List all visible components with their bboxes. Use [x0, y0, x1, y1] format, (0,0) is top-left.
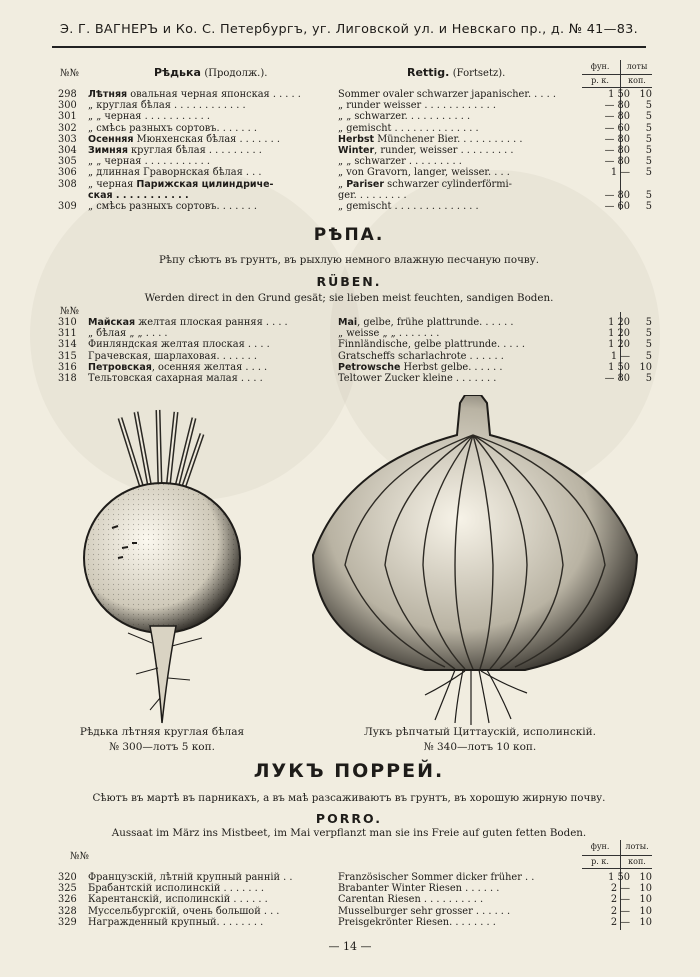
radish-table-row	[58, 145, 650, 156]
lot-price: 10	[639, 894, 652, 906]
item-number: 301	[58, 111, 77, 123]
lot-price: 10	[639, 872, 652, 883]
german-name-text: Sommer ovaler schwarzer japanischer. . . . .	[338, 89, 556, 100]
leek-table-row	[58, 872, 650, 883]
german-name	[338, 134, 522, 145]
price: 1 20	[608, 317, 630, 328]
german-name	[338, 317, 513, 328]
item-number: 328	[58, 905, 77, 917]
russian-name-bold: Зимняя	[88, 145, 128, 156]
lot-price: 5	[645, 317, 652, 328]
german-name-text: „ weisse „ „ . . . . . . .	[338, 328, 440, 340]
price: 1 50	[608, 89, 630, 100]
russian-name	[88, 145, 262, 156]
german-name	[338, 179, 512, 190]
radish-caption-line1: Рѣдька лѣтняя круглая бѣлая	[79, 726, 245, 738]
russian-name	[88, 906, 279, 917]
item-number: 306	[58, 167, 77, 179]
german-name-text: Französischer Sommer dicker früher . .	[338, 872, 535, 883]
item-number: 310	[58, 317, 77, 328]
lot-column-header: лоты.	[625, 842, 649, 851]
german-name-text: , gelbe, frühe plattrunde. . . . . .	[357, 317, 514, 328]
russian-name	[88, 167, 261, 178]
german-name	[338, 872, 534, 883]
lot-price: 5	[645, 189, 652, 201]
russian-name	[88, 373, 263, 384]
german-name	[338, 351, 504, 362]
item-number: 300	[58, 100, 77, 112]
leek-table-row	[58, 894, 650, 905]
onion-caption	[355, 725, 605, 755]
german-name	[338, 100, 496, 111]
item-number: 325	[58, 883, 77, 895]
turnip-title-de: RÜBEN.	[316, 274, 382, 289]
german-name	[338, 145, 514, 156]
radish-table-row	[58, 167, 650, 178]
leek-table-row	[58, 917, 650, 928]
german-name	[338, 906, 510, 917]
item-number: 314	[58, 339, 77, 351]
column-header-rule	[582, 855, 652, 856]
price: 2 —	[610, 894, 630, 906]
lot-price: 5	[645, 122, 652, 134]
lot-column-header: лоты	[626, 62, 648, 71]
lot-price: 5	[645, 111, 652, 123]
russian-name-bold: Майская	[88, 317, 136, 328]
header-rule	[52, 46, 646, 48]
lot-price: 5	[645, 201, 652, 212]
turnip-table-row	[58, 362, 650, 373]
leek-number-label: №№	[70, 851, 89, 862]
russian-name-bold: Петровская	[88, 361, 152, 373]
item-number: 303	[58, 133, 77, 145]
german-name-text: Musselburger sehr grosser . . . . . .	[338, 905, 511, 917]
russian-name-text: Награжденный крупный. . . . . . . .	[88, 916, 264, 928]
german-name-text: „ gemischt . . . . . . . . . . . . . .	[338, 122, 479, 134]
radish-table-row	[58, 190, 650, 201]
russian-name	[88, 190, 189, 201]
russian-name	[88, 339, 270, 350]
column-header-rule	[582, 868, 652, 869]
price: — 80	[604, 373, 630, 384]
russian-name-text: „ черная	[88, 178, 137, 190]
radish-table-row	[58, 111, 650, 122]
leek-table-row	[58, 883, 650, 894]
price-column-subheader: р. к.	[591, 76, 609, 85]
russian-name	[88, 100, 246, 111]
item-number: 316	[58, 361, 77, 373]
german-name	[338, 89, 556, 100]
price: 1 —	[610, 350, 630, 362]
item-number: 309	[58, 201, 77, 212]
radish-caption-line2: № 300—лотъ 5 коп.	[109, 741, 215, 753]
lot-price: 5	[645, 156, 652, 168]
german-name	[338, 373, 496, 384]
price: — 60	[604, 201, 630, 212]
radish-table-row	[58, 134, 650, 145]
german-name	[338, 190, 407, 201]
price: — 80	[604, 111, 630, 123]
turnip-note-ru: Рѣпу сѣютъ въ грунтъ, въ рыхлую немного влажную песчаную почву.	[159, 254, 539, 266]
catalog-header: Э. Г. ВАГНЕРЪ и Ко. С. Петербургъ, уг. Лиговской ул. и Невскаго пр., д. № 41—83.	[60, 22, 638, 37]
russian-name	[88, 883, 264, 894]
russian-name	[88, 351, 257, 362]
lot-price: 5	[645, 133, 652, 145]
lot-price: 10	[639, 361, 652, 373]
lot-price: 10	[639, 89, 652, 100]
german-name-text: „ „ schwarzer . . . . . . . . .	[338, 156, 462, 168]
price: — 60	[604, 122, 630, 134]
german-name	[338, 111, 470, 122]
price: — 80	[604, 156, 630, 168]
russian-name-bold: Осенняя	[88, 133, 134, 145]
german-name	[338, 917, 496, 928]
russian-name	[88, 111, 210, 122]
russian-name	[88, 894, 268, 905]
russian-name-text: Муссельбургскій, очень большой . . .	[88, 905, 280, 917]
german-name-text: Herbst gelbe. . . . . .	[400, 361, 503, 373]
item-number: 298	[58, 89, 77, 100]
russian-name	[88, 362, 267, 373]
column-header-rule	[582, 74, 652, 75]
german-name-bold: Mai	[338, 317, 358, 328]
russian-name	[88, 317, 288, 328]
price-column-header: фун.	[590, 842, 610, 851]
item-number: 308	[58, 178, 77, 190]
german-name-bold: Petrowsche	[338, 361, 401, 373]
russian-name-text: „ смѣсь разныхъ сортовъ. . . . . . .	[88, 201, 258, 212]
radish-illustration	[72, 408, 252, 728]
price: 2 —	[610, 916, 630, 928]
german-name-bold: Winter	[338, 145, 375, 156]
russian-name-bold: ская . . . . . . . . . . .	[88, 189, 189, 201]
item-number: 320	[58, 872, 77, 883]
german-name	[338, 339, 525, 350]
price: 2 —	[610, 883, 630, 895]
german-name-text: Teltower Zucker kleine . . . . . . .	[338, 373, 497, 384]
price-column-header: фун.	[590, 62, 610, 71]
onion-illustration	[305, 395, 645, 725]
russian-name-text: „ длинная Граворнская бѣлая . . .	[88, 167, 262, 179]
item-number: 302	[58, 122, 77, 134]
russian-name-text: „ „ черная . . . . . . . . . . .	[88, 111, 210, 123]
russian-name-text: „ „ черная . . . . . . . . . . .	[88, 156, 210, 168]
russian-name	[88, 872, 293, 883]
radish-title-de: Rettig. (Fortsetz).	[407, 66, 506, 79]
russian-name-text: желтая плоская ранняя . . . .	[135, 317, 288, 328]
price: 2 —	[610, 905, 630, 917]
russian-name	[88, 917, 263, 928]
price-column-subheader: р. к.	[591, 857, 609, 866]
item-number: 305	[58, 156, 77, 168]
russian-name-text: Тельтовская сахарная малая . . . .	[88, 373, 263, 384]
russian-name	[88, 123, 257, 134]
russian-name	[88, 201, 257, 212]
russian-name	[88, 179, 274, 190]
german-name-text: Gratscheffs scharlachrote . . . . . .	[338, 350, 504, 362]
russian-name-text: Брабантскій исполинскій . . . . . . .	[88, 883, 264, 895]
item-number: 311	[58, 328, 77, 340]
russian-name-text: овальная черная японская . . . . .	[127, 89, 301, 100]
german-name-text: „ runder weisser . . . . . . . . . . . .	[338, 100, 496, 112]
price: — 80	[604, 189, 630, 201]
german-name-text: „ von Gravorn, langer, weisser. . . .	[338, 167, 510, 179]
russian-name-bold: Лѣтняя	[88, 89, 128, 100]
lot-price: 5	[645, 328, 652, 340]
turnip-number-label: №№	[60, 306, 79, 317]
russian-name-text: „ смѣсь разныхъ сортовъ. . . . . . .	[88, 122, 258, 134]
onion-caption-line2: № 340—лотъ 10 коп.	[423, 741, 537, 753]
column-header-rule	[582, 87, 652, 88]
lot-column-subheader: коп.	[628, 76, 646, 85]
lot-price: 5	[645, 100, 652, 112]
leek-title-ru: ЛУКЪ ПОРРЕЙ.	[253, 760, 445, 782]
german-name	[338, 201, 479, 212]
russian-name-text: „ круглая бѣлая . . . . . . . . . . . .	[88, 100, 246, 112]
russian-name-text: Грачевская, шарлаховая. . . . . . .	[88, 350, 257, 362]
german-name-bold: Herbst	[338, 133, 375, 145]
leek-title-de: PORRO.	[315, 811, 383, 826]
lot-column-subheader: коп.	[628, 857, 646, 866]
price: 1 —	[610, 167, 630, 179]
lot-price: 10	[639, 883, 652, 895]
russian-name	[88, 134, 280, 145]
german-name-text: „ gemischt . . . . . . . . . . . . . .	[338, 201, 479, 212]
lot-price: 5	[645, 145, 652, 156]
german-name-text: Finnländische, gelbe plattrunde. . . . .	[338, 339, 525, 351]
german-name-text: ger. . . . . . . . .	[338, 189, 407, 201]
radish-table-row	[58, 201, 650, 212]
german-name	[338, 167, 510, 178]
russian-name-bold: Парижская цилиндриче-	[136, 178, 274, 190]
russian-name-text: , осенняя желтая . . . .	[151, 361, 268, 373]
price: 1 20	[608, 339, 630, 351]
item-number: 315	[58, 350, 77, 362]
german-name	[338, 328, 439, 339]
german-name-bold: Pariser	[346, 178, 385, 190]
russian-name-text: Французскій, лѣтній крупный ранній . .	[88, 872, 293, 883]
lot-price: 5	[645, 373, 652, 384]
radish-table-row	[58, 156, 650, 167]
turnip-table-row	[58, 317, 650, 328]
lot-price: 5	[645, 350, 652, 362]
price: — 80	[604, 133, 630, 145]
radish-number-label: №№	[60, 68, 79, 79]
turnip-table-row	[58, 339, 650, 350]
russian-name-text: круглая бѣлая . . . . . . . . .	[127, 145, 262, 156]
russian-name	[88, 89, 301, 100]
item-number: 318	[58, 373, 77, 384]
item-number: 304	[58, 145, 77, 156]
radish-table-row	[58, 123, 650, 134]
german-name-text: , runder, weisser . . . . . . . . .	[374, 145, 514, 156]
turnip-table-row	[58, 351, 650, 362]
russian-name-text: Финляндская желтая плоская . . . .	[88, 339, 270, 351]
lot-price: 10	[639, 905, 652, 917]
onion-caption-line1: Лукъ рѣпчатый Циттаускій, исполинскій.	[364, 726, 596, 738]
leek-note-ru: Сѣютъ въ мартѣ въ парникахъ, а въ маѣ разсаживаютъ въ грунтъ, въ хорошую жирную почву.	[92, 792, 606, 804]
price: — 80	[604, 145, 630, 156]
russian-name-text: Мюнхенская бѣлая . . . . . . .	[133, 133, 280, 145]
leek-note-de: Aussaat im März ins Mistbeet, im Mai verpflanzt man sie ins Freie auf guten fetten Boden.	[111, 827, 587, 839]
german-name	[338, 156, 462, 167]
price: 1 50	[608, 872, 630, 883]
radish-title-ru: Рѣдька (Продолж.).	[154, 66, 268, 79]
german-name	[338, 362, 502, 373]
german-name-text: Brabanter Winter Riesen . . . . . .	[338, 883, 500, 895]
turnip-table-row	[58, 373, 650, 384]
russian-name-text: Карентанскій, исполинскій . . . . . .	[88, 894, 268, 906]
russian-name	[88, 156, 210, 167]
german-name	[338, 123, 479, 134]
radish-table-row	[58, 179, 650, 190]
russian-name-text: „ бѣлая „ „ . . . .	[88, 328, 168, 340]
item-number: 329	[58, 916, 77, 928]
leek-table-row	[58, 906, 650, 917]
german-name-text: „	[338, 178, 347, 190]
radish-table-row	[58, 100, 650, 111]
german-name-text: Preisgekrönter Riesen. . . . . . . .	[338, 916, 496, 928]
price: 1 50	[608, 361, 630, 373]
russian-name	[88, 328, 168, 339]
german-name	[338, 883, 499, 894]
german-name-text: „ „ schwarzer. . . . . . . . . . .	[338, 111, 471, 123]
german-name-text: Münchener Bier. . . . . . . . . . .	[374, 133, 523, 145]
german-name	[338, 894, 483, 905]
german-name-text: schwarzer cylinderförmi-	[384, 178, 512, 190]
page-number: — 14 —	[328, 940, 372, 953]
lot-price: 10	[639, 916, 652, 928]
turnip-title-ru: РѢПА.	[313, 225, 385, 245]
radish-table-row	[58, 89, 650, 100]
radish-caption	[72, 725, 252, 755]
item-number: 326	[58, 894, 77, 906]
price: 1 20	[608, 328, 630, 340]
price: — 80	[604, 100, 630, 112]
turnip-note-de: Werden direct in den Grund gesät; sie lieben meist feuchten, sandigen Boden.	[144, 292, 554, 304]
turnip-table-row	[58, 328, 650, 339]
german-name-text: Carentan Riesen . . . . . . . . . .	[338, 894, 484, 906]
lot-price: 5	[645, 167, 652, 179]
lot-price: 5	[645, 339, 652, 351]
